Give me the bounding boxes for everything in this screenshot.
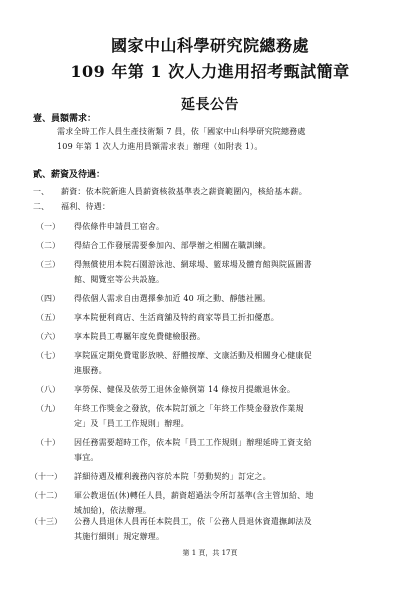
subitem-text: 因任務需要超時工作，依本院「員工工作規則」辦理延時工資支給 [74, 438, 312, 447]
subitem-text: 得依條件申請員工宿舍。 [74, 222, 165, 231]
title-extension-notice: 延長公告 [181, 97, 239, 113]
subitem-label: （十一） [30, 472, 62, 481]
subitem-label: （一） [36, 222, 60, 231]
item-benefits-text: 福利、待遇： [61, 202, 111, 211]
subitem-label: （十二） [30, 491, 62, 500]
subitem-label: （三） [36, 260, 60, 269]
subitem-text: 其施行細則」規定辦理。 [74, 532, 165, 541]
subitem-text: 事宜。 [74, 453, 99, 462]
subitem-label: （十三） [30, 517, 62, 526]
subitem-text: 享勞保、健保及依勞工退休金條例第 14 條按月提繳退休金。 [74, 385, 296, 394]
section-staffing-line: 109 年第 1 次人力進用員額需求表」辦理（如附表 1）。 [57, 142, 263, 151]
title-organization: 國家中山科學研究院總務處 [110, 36, 309, 55]
page-number-footer: 第 1 頁，共 17頁 [182, 549, 238, 557]
subitem-label: （六） [36, 332, 60, 341]
subitem-text: 得無償使用本院石園游泳池、網球場、籃球場及體育館與院區圖書 [74, 260, 312, 269]
subitem-text: 得依個人需求自由選擇參加近 40 項之動、靜態社團。 [74, 294, 271, 303]
subitem-text: 年終工作獎金之發放，依本院訂頒之「年終工作獎金發放作業規 [74, 404, 304, 413]
section-heading-salary: 貳、薪資及待遇： [33, 170, 106, 180]
subitem-text: 進服務。 [74, 366, 107, 375]
item-label: 二、 [33, 202, 49, 211]
subitem-text: 域加給)，依法辦理。 [74, 506, 152, 515]
subitem-text: 享本院便利商店、生活商舖及特約商家等員工折扣優惠。 [74, 313, 279, 322]
subitem-text: 公務人員退休人員再任本院員工，依「公務人員退休資遣撫卹法及 [74, 517, 312, 526]
subitem-label: （四） [36, 294, 60, 303]
item-label: 一、 [33, 187, 49, 196]
subitem-label: （七） [36, 351, 60, 360]
subitem-text: 得結合工作發展需要參加內、部學辦之相關在職訓練。 [74, 241, 271, 250]
subitem-label: （二） [36, 241, 60, 250]
subitem-label: （十） [36, 438, 60, 447]
subitem-text: 定」及「員工工作規則」辦理。 [74, 419, 189, 428]
subitem-label: （五） [36, 313, 60, 322]
subitem-text: 享本院員工專屬年度免費健檢服務。 [74, 332, 206, 341]
subitem-text: 享院區定期免費電影放映、舒體按摩、文康活動及相關身心健康促 [74, 351, 312, 360]
item-salary-text: 薪資：依本院新進人員薪資核敘基準表之薪資範圍內，核給基本薪。 [61, 187, 307, 196]
subitem-label: （九） [36, 404, 60, 413]
section-staffing-line: 需求全時工作人員生產技術類 7 員，依「國家中山科學研究院總務處 [57, 127, 306, 136]
section-heading-staffing: 壹、員額需求： [33, 114, 97, 124]
subitem-text: 詳細待遇及權利義務內容於本院「勞動契約」訂定之。 [74, 472, 271, 481]
subitem-label: （八） [36, 385, 60, 394]
title-recruitment: 109 年第 1 次人力進用招考甄試簡章 [70, 62, 350, 81]
subitem-text: 軍公教退伍(休)轉任人員，薪資超過法令所訂基準(含主管加給、地 [74, 491, 314, 500]
subitem-text: 館、閱覽室等公共設施。 [74, 275, 165, 284]
